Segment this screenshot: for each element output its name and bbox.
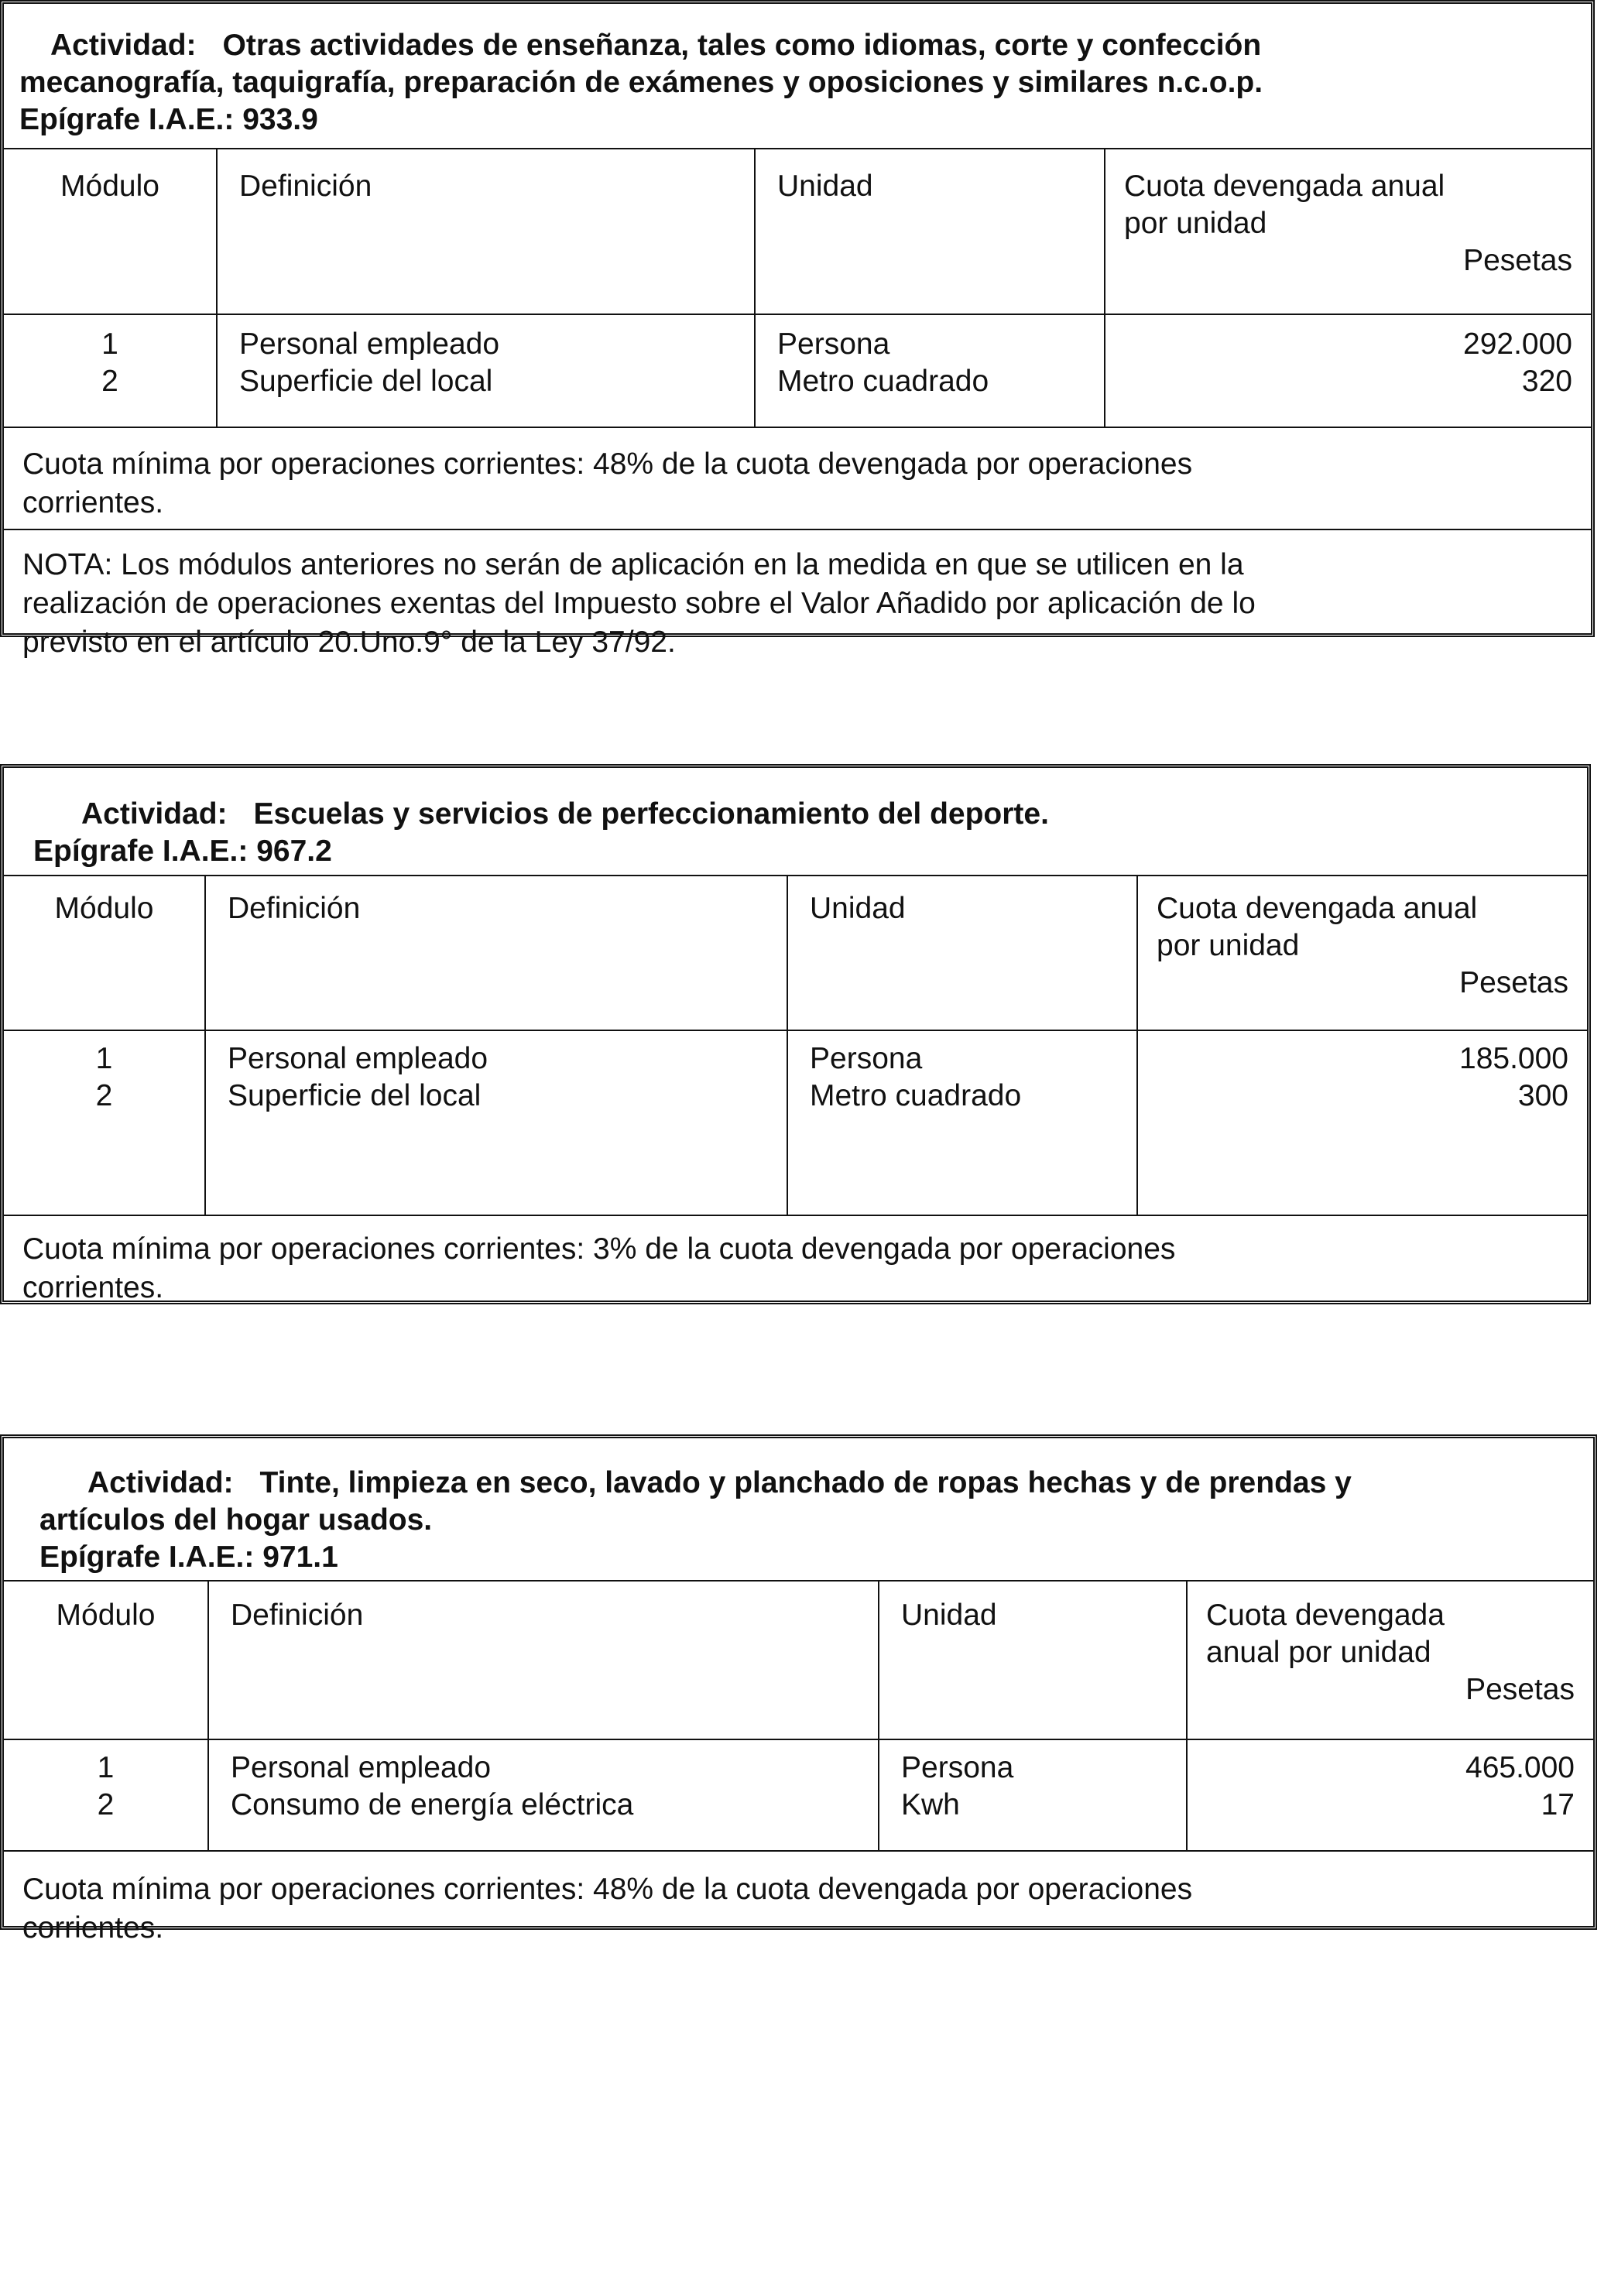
table-header-row — [4, 876, 1587, 1030]
activity-block-967-2 — [0, 764, 1591, 1304]
module-unit: Persona — [810, 1042, 923, 1075]
module-number: 1 — [97, 1751, 115, 1784]
actividad-title: Escuelas y servicios de perfeccionamiento del deporte. — [253, 797, 1049, 831]
col-header-definicion: Definición — [205, 876, 787, 1030]
cuota-minima-note: Cuota mínima por operaciones corrientes: 3% de la cuota devengada por operaciones corrientes. — [22, 1232, 1176, 1304]
activity-header — [4, 768, 1587, 876]
activity-block-933-9 — [0, 0, 1595, 659]
activity-block-971-1 — [0, 1434, 1597, 1945]
col-header-cuota: Cuota devengada anual por unidad Pesetas — [1187, 1581, 1593, 1739]
module-unit: Persona — [777, 327, 890, 361]
col-header-definicion: Definición — [208, 1581, 879, 1739]
module-cuota: 300 — [1517, 1079, 1568, 1112]
pesetas-unit: Pesetas — [1459, 966, 1568, 999]
actividad-label: Actividad: — [50, 29, 197, 62]
cuota-minima-note: Cuota mínima por operaciones corrientes: 48% de la cuota devengada por operaciones corrientes. — [4, 1850, 1593, 1948]
table-body — [4, 1739, 1593, 1850]
module-number: 2 — [97, 1788, 115, 1821]
module-cuota: 185.000 — [1459, 1042, 1568, 1075]
table-header-row — [4, 149, 1591, 314]
epigrafe-label: Epígrafe I.A.E.: — [19, 103, 235, 136]
nota-block: NOTA: Los módulos anteriores no serán de aplicación en la medida en que se utilicen en la realización de operaciones exentas del Impuesto sobre el Valor Añadido por aplicación de lo previsto en el artículo 20.Uno.9° de la Ley 37/92. — [4, 529, 1591, 662]
pesetas-unit: Pesetas — [1465, 1673, 1575, 1706]
col-header-definicion: Definición — [217, 149, 755, 314]
epigrafe-code: 933.9 — [242, 103, 318, 136]
module-unit: Metro cuadrado — [810, 1079, 1022, 1112]
col-header-modulo: Módulo — [4, 149, 217, 314]
epigrafe-label: Epígrafe I.A.E.: — [33, 834, 249, 868]
col-header-unidad: Unidad — [787, 876, 1137, 1030]
module-definition: Consumo de energía eléctrica — [231, 1788, 634, 1821]
module-definition: Superficie del local — [228, 1079, 482, 1112]
actividad-label: Actividad: — [87, 1466, 234, 1499]
table-header-row — [4, 1581, 1593, 1739]
module-cuota: 292.000 — [1463, 327, 1572, 361]
modules-table — [4, 876, 1587, 1216]
col-header-unidad: Unidad — [879, 1581, 1187, 1739]
module-cuota: 465.000 — [1465, 1751, 1575, 1784]
table-body — [4, 1030, 1587, 1215]
cuota-minima-note: Cuota mínima por operaciones corrientes: 48% de la cuota devengada por operaciones corrientes. — [4, 427, 1591, 529]
module-definition: Superficie del local — [239, 365, 493, 398]
activity-header — [4, 4, 1591, 149]
module-number: 1 — [101, 327, 118, 361]
col-header-modulo: Módulo — [4, 876, 205, 1030]
module-number: 2 — [101, 365, 118, 398]
actividad-title-cont: artículos del hogar usados. — [39, 1503, 433, 1537]
module-unit: Metro cuadrado — [777, 365, 989, 398]
module-definition: Personal empleado — [231, 1751, 492, 1784]
activity-header — [4, 1438, 1593, 1581]
module-definition: Personal empleado — [239, 327, 500, 361]
module-number: 2 — [95, 1079, 113, 1112]
module-number: 1 — [95, 1042, 113, 1075]
modules-table — [4, 1581, 1593, 1850]
module-cuota: 320 — [1521, 365, 1572, 398]
actividad-title: Tinte, limpieza en seco, lavado y planchado de ropas hechas y de prendas y — [259, 1466, 1352, 1499]
module-cuota: 17 — [1541, 1788, 1575, 1821]
actividad-title-cont: mecanografía, taquigrafía, preparación de exámenes y oposiciones y similares n.c.o.p. — [19, 66, 1263, 99]
module-unit: Persona — [901, 1751, 1014, 1784]
epigrafe-code: 967.2 — [256, 834, 332, 868]
pesetas-unit: Pesetas — [1463, 244, 1572, 277]
epigrafe-code: 971.1 — [262, 1540, 338, 1574]
module-unit: Kwh — [901, 1788, 960, 1821]
module-definition: Personal empleado — [228, 1042, 488, 1075]
epigrafe-label: Epígrafe I.A.E.: — [39, 1540, 255, 1574]
table-body — [4, 314, 1591, 427]
col-header-unidad: Unidad — [755, 149, 1105, 314]
col-header-cuota: Cuota devengada anual por unidad Pesetas — [1137, 876, 1587, 1030]
modules-table — [4, 149, 1591, 427]
actividad-title: Otras actividades de enseñanza, tales como idiomas, corte y confección — [222, 29, 1262, 62]
actividad-label: Actividad: — [81, 797, 228, 831]
col-header-cuota: Cuota devengada anual por unidad Pesetas — [1105, 149, 1591, 314]
col-header-modulo: Módulo — [4, 1581, 208, 1739]
